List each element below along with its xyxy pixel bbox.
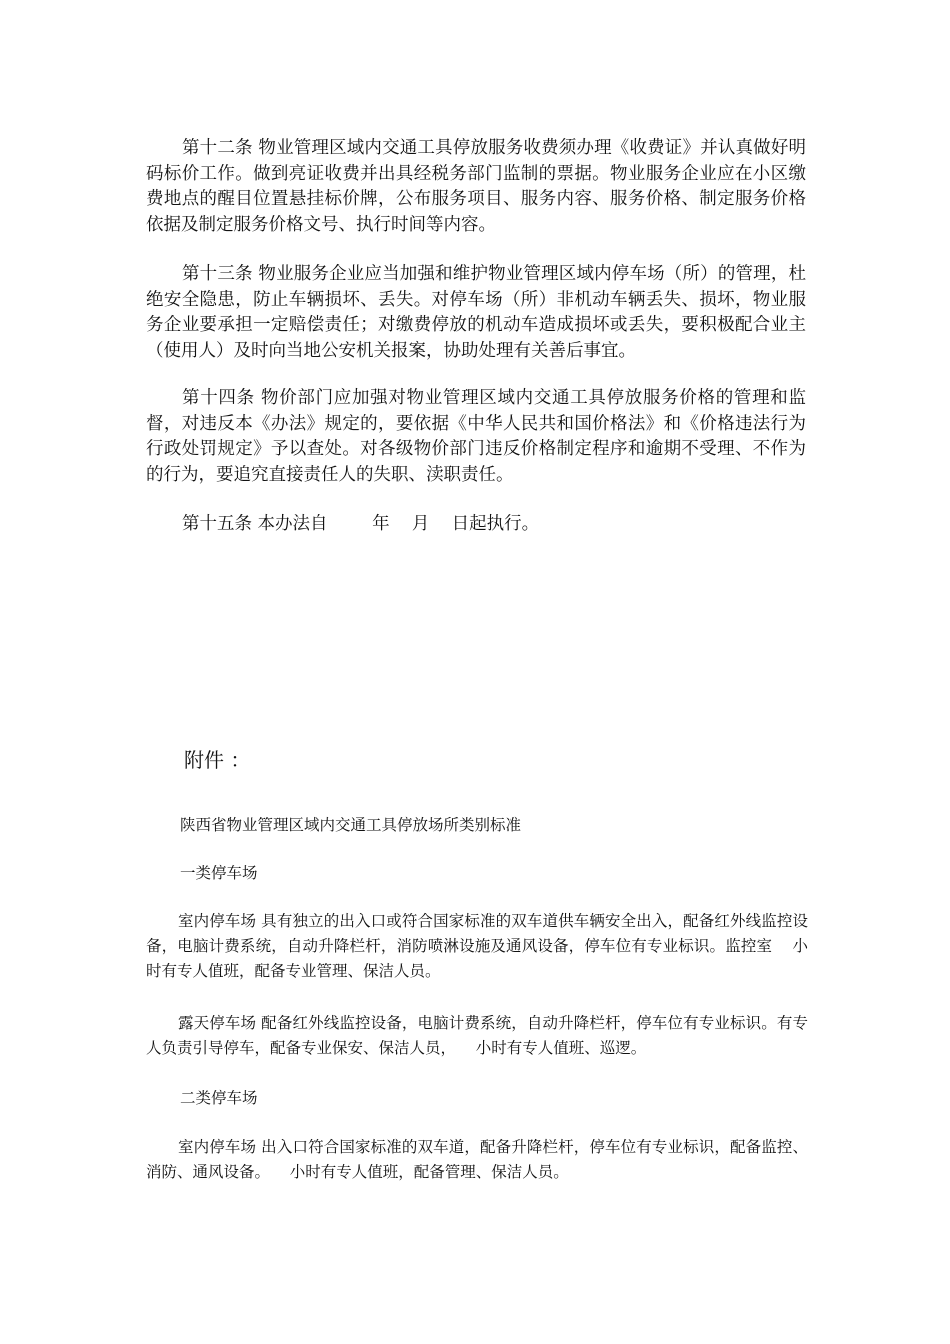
attachment-title: 陕西省物业管理区域内交通工具停放场所类别标准 [180,816,522,834]
article-13: 第十三条 物业服务企业应当加强和维护物业管理区域内停车场（所）的管理，杜绝安全隐患，防止车辆损坏、丢失。对停车场（所）非机动车辆丢失、损坏，物业服务企业要承担一定赔偿责任；对缴费停放的机动车造成损坏或丢失，要积极配合业主（使用人）及时向当地公安机关报案，协助处理有关善后事宜。 [146,264,806,361]
category-2-heading: 二类停车场 [180,1089,258,1107]
article-12: 第十二条 物业管理区域内交通工具停放服务收费须办理《收费证》并认真做好明码标价工作。做到亮证收费并出具经税务部门监制的票据。物业服务企业应在小区缴费地点的醒目位置悬挂标价牌，公布服务项目、服务内容、服务价格、制定服务价格依据及制定服务价格文号、执行时间等内容。 [146,138,806,235]
attachment-label: 附件 ： [184,748,251,772]
category-1-indoor-parking: 室内停车场 具有独立的出入口或符合国家标准的双车道供车辆安全出入，配备红外线监控设备，电脑计费系统，自动升降栏杆，消防喷淋设施及通风设备，停车位有专业标识。监控室 小时有专人值班，配备专业管理、保洁人员。 [146,912,808,980]
article-15: 第十五条 本办法自 年 月 日起执行。 [182,514,540,534]
category-1-heading: 一类停车场 [180,864,258,882]
article-14: 第十四条 物价部门应加强对物业管理区域内交通工具停放服务价格的管理和监督，对违反本《办法》规定的，要依据《中华人民共和国价格法》和《价格违法行为行政处罚规定》予以查处。对各级物价部门违反价格制定程序和逾期不受理、不作为的行为，要追究直接责任人的失职、渎职责任。 [146,388,806,485]
category-2-indoor-parking: 室内停车场 出入口符合国家标准的双车道，配备升降栏杆，停车位有专业标识，配备监控、消防、通风设备。 小时有专人值班，配备管理、保洁人员。 [146,1138,808,1181]
category-1-outdoor-parking: 露天停车场 配备红外线监控设备，电脑计费系统，自动升降栏杆，停车位有专业标识。有专人负责引导停车，配备专业保安、保洁人员， 小时有专人值班、巡逻。 [146,1014,808,1057]
